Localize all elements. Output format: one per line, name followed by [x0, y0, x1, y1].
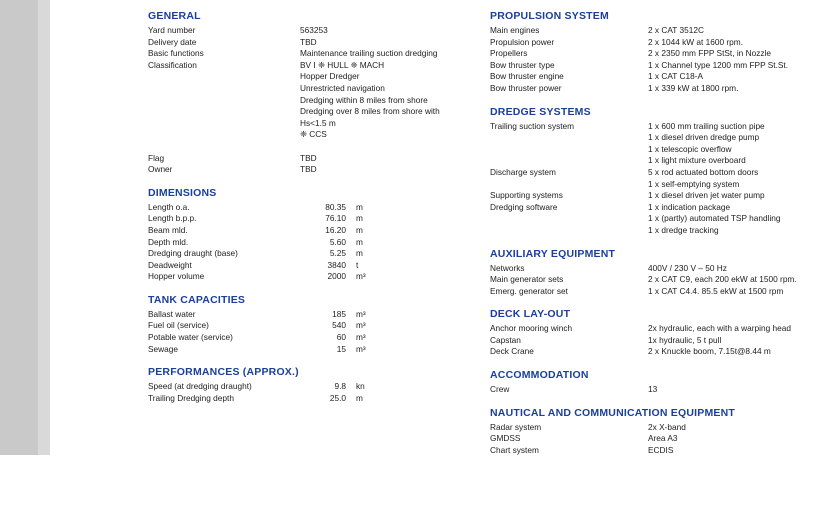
spec-section	[490, 308, 825, 358]
section-title: DIMENSIONS	[148, 186, 217, 199]
spec-row	[148, 37, 478, 49]
spec-label: Trailing suction system	[490, 120, 575, 131]
spec-label: Sewage	[148, 343, 178, 354]
spec-unit: m	[356, 201, 363, 212]
spec-row	[490, 144, 825, 156]
spec-label: Radar system	[490, 421, 542, 432]
spec-value: 563253	[300, 25, 328, 35]
spec-label: Basic functions	[148, 48, 204, 59]
spec-value: ECDIS	[648, 444, 674, 455]
spec-label: Propellers	[490, 48, 528, 59]
spec-row	[148, 95, 478, 107]
spec-row	[490, 71, 825, 83]
spec-label	[490, 213, 648, 225]
spec-value: 1 x 339 kW at 1800 rpm.	[648, 82, 739, 93]
spec-value: 16.20	[325, 224, 346, 235]
spec-unit: m³	[356, 332, 366, 343]
section-title: PERFORMANCES (APPROX.)	[148, 366, 299, 379]
spec-row	[490, 445, 825, 457]
left-gray-margin-bar	[0, 0, 38, 455]
spec-section	[148, 187, 478, 283]
spec-value: 1 x diesel driven jet water pump	[648, 190, 765, 201]
spec-unit: m	[356, 392, 363, 403]
spec-row	[490, 37, 825, 49]
spec-value	[300, 141, 478, 153]
spec-label: Capstan	[490, 334, 521, 345]
spec-label	[148, 141, 300, 153]
spec-row	[148, 344, 478, 356]
spec-label: Bow thruster power	[490, 82, 562, 93]
spec-label: Beam mld.	[148, 224, 188, 235]
spec-row	[148, 309, 478, 321]
spec-row	[490, 335, 825, 347]
spec-row	[148, 381, 478, 393]
spec-value: 13	[648, 384, 658, 395]
spec-row	[148, 118, 478, 130]
spec-section	[148, 366, 478, 404]
spec-label: Ballast water	[148, 308, 196, 319]
spec-label: Delivery date	[148, 36, 197, 47]
spec-value: 1 x Channel type 1200 mm FPP St.St.	[648, 59, 789, 70]
spec-value: Dredging over 8 miles from shore with	[300, 106, 440, 117]
spec-value: ❈ CCS	[300, 129, 327, 140]
spec-label: Discharge system	[490, 166, 556, 177]
spec-label: Length b.p.p.	[148, 213, 197, 224]
spec-value: 2 x CAT C9, each 200 ekW at 1500 rpm.	[648, 274, 797, 285]
spec-label: Fuel oil (service)	[148, 320, 209, 331]
spec-row	[490, 384, 825, 396]
spec-row	[490, 167, 825, 179]
spec-row	[148, 320, 478, 332]
spec-row	[490, 179, 825, 191]
spec-value: 540	[332, 320, 346, 331]
spec-label	[148, 118, 300, 130]
spec-label: Dredging draught (base)	[148, 248, 238, 259]
spec-value: 2 x 2350 mm FPP StSt, in Nozzle	[648, 48, 771, 59]
spec-row	[148, 237, 478, 249]
spec-row	[490, 286, 825, 298]
spec-label: Length o.a.	[148, 201, 190, 212]
spec-section	[490, 106, 825, 237]
spec-value: 2 x CAT 3512C	[648, 25, 704, 35]
spec-section	[148, 294, 478, 355]
spec-value: 2 x 1044 kW at 1600 rpm.	[648, 36, 744, 47]
specifications-right-column	[490, 10, 825, 467]
spec-value: 15	[336, 343, 346, 354]
spec-label	[148, 71, 300, 83]
spec-row	[148, 213, 478, 225]
spec-value: Hs<1.5 m	[300, 117, 336, 128]
spec-label: Crew	[490, 384, 510, 395]
spec-value: Maintenance trailing suction dredging	[300, 48, 438, 59]
spec-value: 9.8	[334, 381, 346, 392]
spec-label: Chart system	[490, 444, 539, 455]
spec-value: 1 x (partly) automated TSP handling	[648, 213, 781, 224]
spec-value: Hopper Dredger	[300, 71, 360, 82]
spec-section	[490, 248, 825, 298]
spec-row	[148, 260, 478, 272]
spec-label: Emerg. generator set	[490, 285, 568, 296]
spec-row	[490, 225, 825, 237]
spec-unit: m³	[356, 343, 366, 354]
spec-label: Propulsion power	[490, 36, 555, 47]
spec-row	[148, 332, 478, 344]
spec-value: 1 x telescopic overflow	[648, 143, 732, 154]
spec-label: Bow thruster type	[490, 59, 555, 70]
spec-value: Unrestricted navigation	[300, 82, 385, 93]
spec-label	[490, 225, 648, 237]
spec-label: Dredging software	[490, 201, 558, 212]
spec-value: 5.60	[329, 236, 346, 247]
spec-value: 1 x light mixture overboard	[648, 155, 746, 166]
spec-value: 1 x diesel driven dredge pump	[648, 132, 760, 143]
spec-value: 400V / 230 V – 50 Hz	[648, 262, 727, 273]
spec-value: TBD	[300, 152, 317, 163]
spec-unit: m³	[356, 271, 366, 282]
spec-row	[148, 83, 478, 95]
spec-unit: t	[356, 259, 359, 270]
spec-label	[490, 179, 648, 191]
spec-value: 1 x CAT C18-A	[648, 71, 704, 82]
section-title: PROPULSION SYSTEM	[490, 10, 609, 22]
spec-row	[148, 25, 478, 37]
section-title: GENERAL	[148, 10, 201, 22]
spec-row	[490, 48, 825, 60]
spec-label: Potable water (service)	[148, 332, 233, 343]
spec-row	[490, 263, 825, 275]
spec-label	[148, 95, 300, 107]
spec-label	[148, 106, 300, 118]
spec-value: 80.35	[325, 201, 346, 212]
spec-label	[490, 132, 648, 144]
spec-value: 5 x rod actuated bottom doors	[648, 166, 759, 177]
spec-unit: m	[356, 248, 363, 259]
spec-row	[490, 274, 825, 286]
spec-value: 1 x CAT C4.4. 85.5 ekW at 1500 rpm	[648, 285, 784, 296]
spec-row	[148, 271, 478, 283]
spec-label: Flag	[148, 152, 165, 163]
spec-row	[148, 71, 478, 83]
spec-row	[490, 60, 825, 72]
spec-label: Yard number	[148, 25, 196, 35]
spec-value: Area A3	[648, 433, 678, 444]
section-title: ACCOMMODATION	[490, 369, 589, 382]
spec-label: Speed (at dredging draught)	[148, 381, 252, 392]
spec-row	[148, 248, 478, 260]
spec-unit: m³	[356, 308, 366, 319]
spec-row	[148, 106, 478, 118]
spec-label: Trailing Dredging depth	[148, 392, 234, 403]
spec-label: Anchor mooring winch	[490, 323, 573, 334]
spec-label	[148, 83, 300, 95]
section-title: DREDGE SYSTEMS	[490, 105, 591, 118]
spec-unit: kn	[356, 381, 365, 392]
section-title: AUXILIARY EQUIPMENT	[490, 247, 616, 260]
spec-value: 3840	[327, 259, 346, 270]
spec-unit: m	[356, 236, 363, 247]
spec-label: Networks	[490, 262, 525, 273]
spec-row	[490, 433, 825, 445]
spec-label	[490, 155, 648, 167]
spec-row	[490, 121, 825, 133]
spec-value: 25.0	[329, 392, 346, 403]
spec-label	[490, 144, 648, 156]
spec-value: 76.10	[325, 213, 346, 224]
spec-label: Classification	[148, 59, 197, 70]
spec-value: Dredging within 8 miles from shore	[300, 94, 428, 105]
spec-row	[148, 202, 478, 214]
spec-row	[148, 60, 478, 72]
spec-label: Deck Crane	[490, 346, 534, 357]
spec-label: Depth mld.	[148, 236, 189, 247]
spec-row	[148, 225, 478, 237]
spec-row	[148, 164, 478, 176]
specifications-left-column	[148, 10, 478, 415]
spec-row	[490, 83, 825, 95]
spec-row	[490, 190, 825, 202]
spec-section	[490, 407, 825, 457]
spec-label: GMDSS	[490, 433, 521, 444]
spec-value: 2x X-band	[648, 421, 686, 432]
spec-section	[490, 10, 825, 95]
spec-row	[148, 141, 478, 153]
spec-value: TBD	[300, 164, 317, 175]
spec-value: 2x hydraulic, each with a warping head	[648, 323, 791, 334]
spec-label	[148, 129, 300, 141]
spec-row	[490, 155, 825, 167]
spec-section	[490, 369, 825, 396]
spec-row	[148, 129, 478, 141]
spec-unit: m	[356, 224, 363, 235]
spec-row	[490, 25, 825, 37]
spec-section	[148, 10, 478, 176]
spec-row	[148, 153, 478, 165]
spec-value: 5.25	[329, 248, 346, 259]
spec-value: BV I ❈ HULL ❈ MACH	[300, 59, 385, 70]
spec-value: 1 x dredge tracking	[648, 224, 719, 235]
spec-label: Hopper volume	[148, 271, 205, 282]
spec-label: Supporting systems	[490, 190, 563, 201]
spec-label: Main engines	[490, 25, 540, 35]
spec-value: 1 x indication package	[648, 201, 731, 212]
spec-label: Main generator sets	[490, 274, 564, 285]
section-title: NAUTICAL AND COMMUNICATION EQUIPMENT	[490, 406, 735, 419]
spec-row	[148, 48, 478, 60]
spec-row	[490, 346, 825, 358]
spec-label: Deadweight	[148, 259, 192, 270]
spec-unit: m	[356, 213, 363, 224]
spec-value: 185	[332, 308, 346, 319]
spec-value: 1x hydraulic, 5 t pull	[648, 334, 722, 345]
spec-value: 1 x 600 mm trailing suction pipe	[648, 120, 765, 131]
spec-value: 1 x self-emptying system	[648, 178, 740, 189]
spec-row	[148, 393, 478, 405]
left-gray-margin-strip	[38, 0, 50, 455]
section-title: TANK CAPACITIES	[148, 293, 246, 306]
spec-row	[490, 323, 825, 335]
spec-unit: m³	[356, 320, 366, 331]
spec-value: 2 x Knuckle boom, 7.15t@8.44 m	[648, 346, 771, 357]
spec-row	[490, 202, 825, 214]
spec-value: TBD	[300, 36, 317, 47]
spec-row	[490, 213, 825, 225]
spec-label: Bow thruster engine	[490, 71, 564, 82]
spec-value: 2000	[327, 271, 346, 282]
spec-row	[490, 422, 825, 434]
spec-value: 60	[336, 332, 346, 343]
spec-label: Owner	[148, 164, 173, 175]
section-title: DECK LAY-OUT	[490, 308, 571, 321]
spec-row	[490, 132, 825, 144]
